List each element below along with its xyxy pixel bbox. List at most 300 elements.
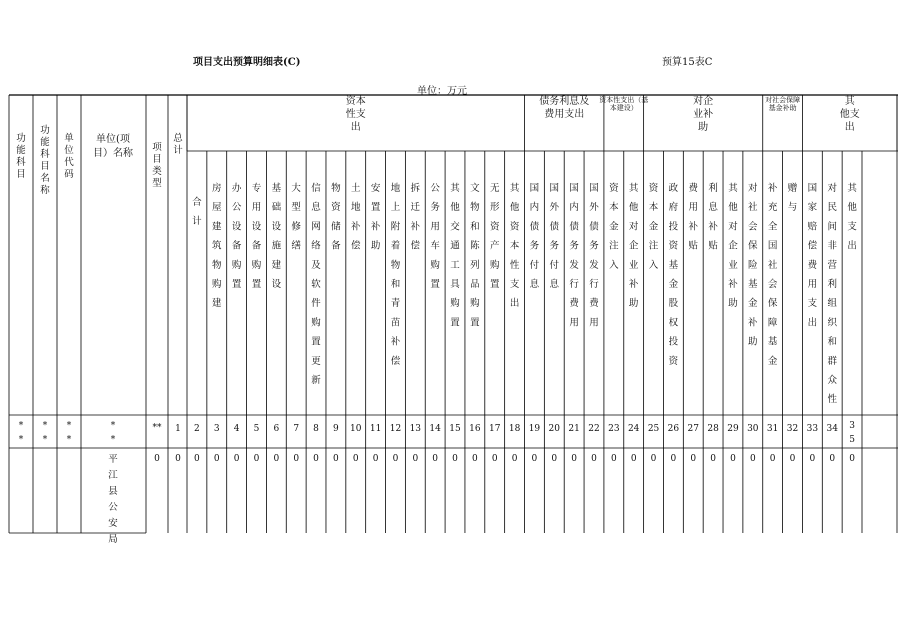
svg-text:金: 金 xyxy=(748,298,758,310)
row-value: 0 xyxy=(392,454,399,464)
svg-text:目: 目 xyxy=(40,161,50,172)
row-value: 0 xyxy=(710,454,716,464)
svg-text:支: 支 xyxy=(509,279,520,290)
svg-text:安: 安 xyxy=(370,183,381,194)
svg-text:物: 物 xyxy=(390,259,401,271)
col-header-15 xyxy=(470,182,480,328)
col-header-24 xyxy=(649,182,659,271)
svg-text:息: 息 xyxy=(311,202,321,214)
code-project-type: ** xyxy=(152,423,162,433)
svg-text:办: 办 xyxy=(231,183,242,194)
svg-text:置: 置 xyxy=(470,317,480,329)
col-header-12 xyxy=(411,182,421,252)
code-number: 1 xyxy=(175,424,181,434)
svg-text:间: 间 xyxy=(827,221,837,233)
svg-text:债: 债 xyxy=(549,221,560,233)
svg-text:金: 金 xyxy=(648,221,659,233)
svg-text:基: 基 xyxy=(668,259,679,271)
col-header-25 xyxy=(669,182,679,367)
svg-text:基: 基 xyxy=(767,336,778,348)
svg-text:资: 资 xyxy=(668,355,679,367)
svg-text:他: 他 xyxy=(509,202,520,214)
svg-text:助: 助 xyxy=(370,240,381,252)
svg-text:补: 补 xyxy=(410,221,421,233)
svg-text:内: 内 xyxy=(529,202,540,214)
svg-text:无: 无 xyxy=(489,183,500,194)
svg-text:贴: 贴 xyxy=(688,240,699,252)
code-number: 32 xyxy=(786,424,799,434)
svg-text:与: 与 xyxy=(787,202,798,214)
svg-text:码: 码 xyxy=(64,169,74,180)
svg-text:公: 公 xyxy=(430,183,440,194)
svg-text:资: 资 xyxy=(509,221,520,233)
row-value: 0 xyxy=(531,454,538,464)
svg-text:国: 国 xyxy=(807,183,818,194)
col-header-7 xyxy=(311,182,321,386)
code-number: 15 xyxy=(449,424,461,434)
svg-text:其: 其 xyxy=(728,183,738,194)
svg-text:国: 国 xyxy=(529,183,540,194)
svg-text:和: 和 xyxy=(470,221,480,233)
code-number: 9 xyxy=(333,424,339,434)
svg-text:科: 科 xyxy=(40,149,50,160)
row-value: 0 xyxy=(690,454,697,464)
col-header-29 xyxy=(748,182,758,348)
svg-text:建: 建 xyxy=(271,259,282,271)
svg-text:物: 物 xyxy=(212,259,222,271)
col-header-18 xyxy=(530,183,540,290)
code-number: 2 xyxy=(194,424,200,434)
svg-text:息: 息 xyxy=(708,202,718,214)
svg-text:利: 利 xyxy=(827,279,837,290)
code-number: 33 xyxy=(806,424,819,434)
row-value: 0 xyxy=(175,454,181,464)
col-header-20 xyxy=(569,183,579,328)
svg-text:务: 务 xyxy=(569,240,579,252)
code-number: 26 xyxy=(667,424,680,434)
col-header-2 xyxy=(212,182,222,309)
svg-text:土: 土 xyxy=(350,183,361,194)
code-star: * xyxy=(110,421,116,431)
svg-text:对: 对 xyxy=(748,183,758,194)
code-number: 21 xyxy=(568,424,580,434)
svg-text:置: 置 xyxy=(251,279,262,290)
svg-text:费: 费 xyxy=(807,259,818,271)
svg-text:金: 金 xyxy=(668,279,679,290)
svg-text:购: 购 xyxy=(430,259,440,271)
svg-text:计: 计 xyxy=(173,145,183,156)
code-number: 18 xyxy=(508,424,521,434)
svg-text:赔: 赔 xyxy=(807,221,818,233)
svg-text:偿: 偿 xyxy=(410,240,421,252)
svg-text:购: 购 xyxy=(450,298,460,310)
code-number: 22 xyxy=(588,424,600,434)
header-function-code xyxy=(16,132,26,180)
svg-text:费: 费 xyxy=(569,298,579,310)
group-header-g-other: 出 xyxy=(844,122,855,133)
code-number: 17 xyxy=(488,424,501,434)
table-number: 预算15表C xyxy=(662,57,713,68)
svg-text:非: 非 xyxy=(827,240,837,252)
col-header-3 xyxy=(232,182,242,290)
row-value: 0 xyxy=(849,454,855,464)
code-star: * xyxy=(66,421,72,431)
col-header-32 xyxy=(808,183,818,328)
svg-text:形: 形 xyxy=(489,202,500,214)
svg-text:社: 社 xyxy=(748,202,758,214)
svg-text:置: 置 xyxy=(370,202,381,214)
svg-text:工: 工 xyxy=(450,259,460,271)
svg-text:计: 计 xyxy=(192,216,202,228)
group-header-g-capital-transfer: 本建设） xyxy=(609,104,638,112)
col-header-21 xyxy=(589,183,599,328)
svg-text:施: 施 xyxy=(271,240,282,252)
svg-text:公: 公 xyxy=(108,502,118,513)
svg-text:置: 置 xyxy=(450,317,460,329)
svg-text:外: 外 xyxy=(549,202,560,214)
col-header-11 xyxy=(391,182,401,367)
svg-text:补: 补 xyxy=(370,221,381,233)
svg-text:及: 及 xyxy=(311,259,321,271)
svg-text:组: 组 xyxy=(827,298,837,310)
svg-text:购: 购 xyxy=(212,279,222,290)
svg-text:购: 购 xyxy=(231,259,242,271)
svg-text:用: 用 xyxy=(688,202,699,214)
svg-text:型: 型 xyxy=(152,178,162,189)
col-header-6 xyxy=(291,182,301,252)
svg-text:青: 青 xyxy=(390,298,401,310)
svg-text:列: 列 xyxy=(470,259,480,271)
code-star: * xyxy=(18,421,24,431)
row-value: 0 xyxy=(213,454,220,464)
svg-text:能: 能 xyxy=(40,137,50,148)
svg-text:房: 房 xyxy=(212,183,222,194)
code-number: 28 xyxy=(707,424,719,434)
svg-text:单: 单 xyxy=(64,133,74,144)
svg-text:务: 务 xyxy=(529,240,540,252)
svg-text:保: 保 xyxy=(748,240,758,252)
code-number: 5 xyxy=(849,435,855,445)
svg-text:内: 内 xyxy=(569,202,579,214)
svg-text:对: 对 xyxy=(728,221,738,233)
svg-text:债: 债 xyxy=(529,221,540,233)
row-value: 0 xyxy=(829,454,836,464)
svg-text:本: 本 xyxy=(648,202,659,214)
col-header-33 xyxy=(827,182,837,405)
row-value: 0 xyxy=(630,454,637,464)
col-header-9 xyxy=(351,182,361,252)
svg-text:助: 助 xyxy=(728,298,738,310)
report-title: 项目支出预算明细表(C) xyxy=(193,57,301,68)
svg-text:对: 对 xyxy=(628,221,639,233)
svg-text:他: 他 xyxy=(847,202,857,214)
svg-text:品: 品 xyxy=(470,279,480,290)
row-value: 0 xyxy=(571,454,577,464)
svg-text:用: 用 xyxy=(430,221,440,233)
svg-text:补: 补 xyxy=(688,221,699,233)
svg-text:用: 用 xyxy=(251,202,262,214)
svg-text:息: 息 xyxy=(529,279,540,290)
svg-text:本: 本 xyxy=(609,202,619,214)
svg-text:性: 性 xyxy=(509,259,520,271)
col-header-19 xyxy=(550,183,560,290)
svg-text:险: 险 xyxy=(748,259,758,271)
code-number: 24 xyxy=(627,424,640,434)
code-number: 12 xyxy=(389,424,402,434)
svg-text:设: 设 xyxy=(271,221,282,233)
svg-text:江: 江 xyxy=(108,470,118,481)
row-value: 0 xyxy=(194,454,200,464)
row-value: 0 xyxy=(253,454,260,464)
svg-text:物: 物 xyxy=(331,183,341,194)
code-number: 25 xyxy=(647,424,660,434)
header-project-type xyxy=(152,142,162,189)
svg-text:助: 助 xyxy=(628,298,639,310)
col-header-23 xyxy=(629,182,639,309)
row-value: 0 xyxy=(610,454,617,464)
svg-text:投: 投 xyxy=(668,221,679,233)
svg-text:筑: 筑 xyxy=(212,240,222,252)
row-value: 0 xyxy=(313,454,319,464)
svg-text:务: 务 xyxy=(549,240,560,252)
code-number: 30 xyxy=(747,424,759,434)
svg-text:专: 专 xyxy=(251,183,262,194)
header-function-name xyxy=(40,124,50,196)
row-value: 0 xyxy=(730,454,736,464)
svg-text:置: 置 xyxy=(311,336,321,348)
svg-text:行: 行 xyxy=(589,279,599,290)
row-value: 0 xyxy=(352,454,359,464)
group-header-g-capital: 性支 xyxy=(345,109,366,120)
svg-text:合: 合 xyxy=(192,197,202,208)
svg-text:会: 会 xyxy=(767,279,778,290)
col-header-13 xyxy=(430,183,440,290)
svg-text:群: 群 xyxy=(827,355,837,367)
svg-text:公: 公 xyxy=(231,202,242,214)
svg-text:修: 修 xyxy=(291,221,301,233)
svg-text:缮: 缮 xyxy=(291,240,301,252)
svg-text:本: 本 xyxy=(509,240,520,252)
svg-text:础: 础 xyxy=(271,202,282,214)
col-header-1 xyxy=(192,196,202,227)
svg-text:地: 地 xyxy=(350,202,361,214)
svg-text:备: 备 xyxy=(331,240,341,252)
svg-text:会: 会 xyxy=(748,221,758,233)
svg-text:地: 地 xyxy=(390,183,401,194)
svg-text:设: 设 xyxy=(271,279,282,290)
svg-text:股: 股 xyxy=(668,298,679,310)
svg-text:国: 国 xyxy=(549,183,560,194)
svg-text:设: 设 xyxy=(231,221,242,233)
svg-text:苗: 苗 xyxy=(390,317,401,329)
svg-text:付: 付 xyxy=(529,259,540,271)
svg-text:支: 支 xyxy=(807,298,818,310)
code-star: * xyxy=(66,435,72,445)
svg-text:费: 费 xyxy=(688,183,699,194)
svg-text:目: 目 xyxy=(16,169,26,180)
svg-text:局: 局 xyxy=(108,534,118,545)
row-value: 0 xyxy=(491,454,498,464)
svg-text:务: 务 xyxy=(589,240,599,252)
row-value: 0 xyxy=(551,454,558,464)
svg-text:新: 新 xyxy=(311,375,321,386)
col-header-10 xyxy=(371,182,381,252)
group-header-g-capital-transfer: 资本性支出（基 xyxy=(599,96,649,104)
svg-text:项: 项 xyxy=(152,142,162,153)
svg-text:外: 外 xyxy=(589,202,599,214)
row-value: 0 xyxy=(769,454,776,464)
svg-text:国: 国 xyxy=(767,240,778,252)
svg-text:补: 补 xyxy=(767,183,778,194)
row-value: 0 xyxy=(233,454,240,464)
header-total xyxy=(173,132,183,156)
svg-text:用: 用 xyxy=(569,317,579,329)
svg-text:和: 和 xyxy=(827,336,837,348)
svg-text:通: 通 xyxy=(450,240,460,252)
svg-text:企: 企 xyxy=(628,240,639,252)
svg-text:家: 家 xyxy=(807,202,818,214)
svg-text:备: 备 xyxy=(251,240,262,252)
svg-text:类: 类 xyxy=(152,166,162,177)
svg-text:建: 建 xyxy=(212,298,222,310)
group-header-g-other: 其 xyxy=(844,96,855,107)
code-number: 3 xyxy=(849,421,855,431)
svg-text:建: 建 xyxy=(212,221,222,233)
svg-text:物: 物 xyxy=(470,202,480,214)
code-star: * xyxy=(42,421,48,431)
group-header-g-debt: 费用支出 xyxy=(544,109,585,120)
row-value: 0 xyxy=(650,454,657,464)
code-number: 5 xyxy=(253,424,260,434)
header-unit-name-2: 目）名称 xyxy=(93,148,133,159)
svg-text:权: 权 xyxy=(668,317,679,329)
svg-text:资: 资 xyxy=(609,183,619,194)
svg-text:入: 入 xyxy=(609,259,619,271)
group-header-g-enterprise: 业补 xyxy=(693,109,714,120)
code-number: 16 xyxy=(469,424,481,434)
code-star: * xyxy=(42,435,48,445)
group-header-g-social: 对社会保障 xyxy=(765,96,801,104)
svg-text:网: 网 xyxy=(311,221,321,233)
svg-text:用: 用 xyxy=(589,317,599,329)
col-header-26 xyxy=(688,182,698,252)
svg-text:债: 债 xyxy=(589,221,599,233)
code-number: 29 xyxy=(727,424,739,434)
unit-label: 单位：万元 xyxy=(417,86,467,97)
col-header-16 xyxy=(490,183,500,290)
svg-text:称: 称 xyxy=(40,185,50,196)
svg-text:民: 民 xyxy=(827,202,837,214)
header-unit-name: 单位(项 xyxy=(96,134,130,145)
svg-text:行: 行 xyxy=(569,279,579,290)
code-number: 7 xyxy=(293,424,300,434)
svg-text:功: 功 xyxy=(16,133,26,144)
svg-text:业: 业 xyxy=(728,259,738,271)
group-header-g-social: 基金补助 xyxy=(768,104,797,112)
row-value: 0 xyxy=(412,454,419,464)
svg-text:科: 科 xyxy=(16,157,26,168)
svg-text:他: 他 xyxy=(728,202,738,214)
row-value: 0 xyxy=(789,454,796,464)
svg-text:助: 助 xyxy=(748,336,758,348)
group-header-g-enterprise: 对企 xyxy=(693,96,714,107)
svg-text:补: 补 xyxy=(390,336,401,348)
col-header-31 xyxy=(788,182,798,213)
svg-text:金: 金 xyxy=(767,355,778,367)
svg-text:补: 补 xyxy=(628,279,639,290)
col-header-17 xyxy=(510,182,520,309)
svg-text:型: 型 xyxy=(291,202,301,214)
svg-text:安: 安 xyxy=(108,518,118,529)
svg-text:陈: 陈 xyxy=(470,240,480,252)
svg-text:备: 备 xyxy=(231,240,242,252)
svg-text:营: 营 xyxy=(827,259,837,271)
svg-text:文: 文 xyxy=(470,183,480,194)
col-header-30 xyxy=(768,182,778,367)
row-value: 0 xyxy=(372,454,379,464)
svg-text:位: 位 xyxy=(64,145,74,156)
group-header-g-other: 他支 xyxy=(839,109,860,120)
svg-text:置: 置 xyxy=(231,279,242,290)
svg-text:投: 投 xyxy=(668,336,679,348)
svg-text:补: 补 xyxy=(708,221,718,233)
svg-text:国: 国 xyxy=(589,183,599,194)
svg-text:平: 平 xyxy=(108,454,118,465)
svg-text:众: 众 xyxy=(827,375,837,386)
svg-text:其: 其 xyxy=(450,183,460,194)
svg-text:能: 能 xyxy=(16,145,26,156)
svg-text:出: 出 xyxy=(807,317,818,329)
svg-text:赠: 赠 xyxy=(787,183,798,194)
row-value: 0 xyxy=(293,454,300,464)
col-header-8 xyxy=(331,182,341,252)
group-header-g-capital: 资本 xyxy=(345,96,366,107)
svg-text:入: 入 xyxy=(648,259,659,271)
svg-text:注: 注 xyxy=(609,240,619,252)
col-header-5 xyxy=(272,182,282,290)
svg-text:织: 织 xyxy=(827,317,837,329)
col-header-4 xyxy=(252,182,262,290)
svg-text:资: 资 xyxy=(489,221,500,233)
svg-text:充: 充 xyxy=(767,202,778,214)
row-value: 0 xyxy=(472,454,478,464)
svg-text:性: 性 xyxy=(827,394,837,406)
svg-text:代: 代 xyxy=(64,157,74,168)
svg-text:障: 障 xyxy=(767,317,778,329)
svg-text:他: 他 xyxy=(450,202,460,214)
svg-text:置: 置 xyxy=(489,279,500,290)
svg-text:偿: 偿 xyxy=(390,355,401,367)
svg-text:基: 基 xyxy=(271,183,282,194)
svg-text:他: 他 xyxy=(628,202,639,214)
svg-text:着: 着 xyxy=(390,240,401,252)
svg-text:企: 企 xyxy=(728,240,738,252)
col-header-27 xyxy=(708,182,718,252)
svg-text:车: 车 xyxy=(430,240,440,252)
svg-text:目: 目 xyxy=(152,154,162,165)
svg-text:其: 其 xyxy=(628,183,639,194)
row-value: 0 xyxy=(670,454,677,464)
svg-text:补: 补 xyxy=(748,317,758,329)
svg-text:利: 利 xyxy=(708,183,718,194)
code-number: 3 xyxy=(213,424,220,434)
svg-text:全: 全 xyxy=(767,221,778,233)
code-number: 13 xyxy=(409,424,422,434)
svg-text:上: 上 xyxy=(390,202,401,214)
group-header-g-enterprise: 助 xyxy=(698,122,709,133)
svg-text:其: 其 xyxy=(509,183,520,194)
row-value: 0 xyxy=(591,454,597,464)
